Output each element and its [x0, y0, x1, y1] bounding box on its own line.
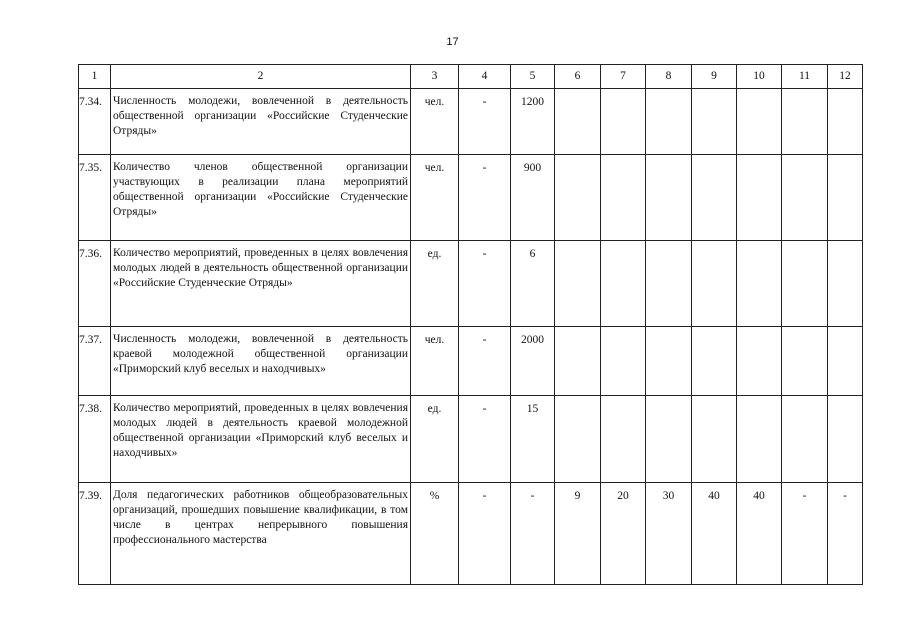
value-cell: - — [459, 396, 511, 483]
value-cell: 20 — [601, 483, 646, 585]
value-cell — [828, 396, 863, 483]
value-cell — [782, 89, 828, 155]
value-cell: 9 — [555, 483, 601, 585]
value-cell — [828, 89, 863, 155]
column-header: 6 — [555, 65, 601, 89]
table-row — [79, 483, 863, 585]
indicator-name: Численность молодежи, вовлеченной в деятельность краевой молодежной общественной организации «Приморский клуб веселых и находчивых» — [111, 327, 411, 396]
value-cell: 30 — [646, 483, 692, 585]
value-cell — [601, 396, 646, 483]
row-number: 7.38. — [79, 396, 111, 483]
value-cell — [782, 396, 828, 483]
column-header: 2 — [111, 65, 411, 89]
column-numbers-row — [79, 65, 863, 89]
value-cell: - — [459, 483, 511, 585]
value-cell — [782, 241, 828, 327]
table-row — [79, 396, 863, 483]
value-cell — [782, 327, 828, 396]
value-cell — [646, 396, 692, 483]
value-cell: 40 — [737, 483, 782, 585]
value-cell — [692, 241, 737, 327]
value-cell: 40 — [692, 483, 737, 585]
unit-cell: чел. — [411, 155, 459, 241]
value-cell: - — [459, 89, 511, 155]
value-cell — [646, 155, 692, 241]
value-cell — [601, 89, 646, 155]
value-cell: - — [782, 483, 828, 585]
indicator-name: Количество членов общественной организации участвующих в реализации плана мероприятий общественной организации «Российские Студенческие Отряды» — [111, 155, 411, 241]
value-cell: - — [459, 327, 511, 396]
value-cell: - — [511, 483, 555, 585]
column-header: 12 — [828, 65, 863, 89]
column-header: 4 — [459, 65, 511, 89]
value-cell — [828, 241, 863, 327]
row-number: 7.34. — [79, 89, 111, 155]
value-cell — [555, 396, 601, 483]
row-number: 7.35. — [79, 155, 111, 241]
value-cell — [828, 327, 863, 396]
column-header: 11 — [782, 65, 828, 89]
column-header: 9 — [692, 65, 737, 89]
table-row — [79, 241, 863, 327]
value-cell — [646, 241, 692, 327]
value-cell — [692, 396, 737, 483]
value-cell: 1200 — [511, 89, 555, 155]
column-header: 10 — [737, 65, 782, 89]
column-header: 3 — [411, 65, 459, 89]
column-header: 1 — [79, 65, 111, 89]
value-cell — [692, 155, 737, 241]
value-cell — [737, 89, 782, 155]
value-cell — [555, 327, 601, 396]
value-cell — [646, 89, 692, 155]
value-cell — [692, 327, 737, 396]
row-number: 7.39. — [79, 483, 111, 585]
column-header: 5 — [511, 65, 555, 89]
indicator-name: Количество мероприятий, проведенных в целях вовлечения молодых людей в деятельность общественной организации «Российские Студенческие Отряды» — [111, 241, 411, 327]
value-cell — [555, 155, 601, 241]
unit-cell: чел. — [411, 327, 459, 396]
indicator-name: Численность молодежи, вовлеченной в деятельность общественной организации «Российские Студенческие Отряды» — [111, 89, 411, 155]
value-cell — [828, 155, 863, 241]
table-row — [79, 89, 863, 155]
value-cell: - — [459, 241, 511, 327]
indicators-table — [78, 64, 863, 585]
value-cell — [737, 241, 782, 327]
value-cell: 6 — [511, 241, 555, 327]
unit-cell: ед. — [411, 241, 459, 327]
value-cell — [737, 396, 782, 483]
column-header: 7 — [601, 65, 646, 89]
value-cell: - — [828, 483, 863, 585]
value-cell: - — [459, 155, 511, 241]
value-cell — [601, 155, 646, 241]
indicator-name: Доля педагогических работников общеобразовательных организаций, прошедших повышение квалификации, в том числе в центрах непрерывного повышения профессионального мастерства — [111, 483, 411, 585]
value-cell — [555, 89, 601, 155]
value-cell: 15 — [511, 396, 555, 483]
unit-cell: ед. — [411, 396, 459, 483]
value-cell — [737, 155, 782, 241]
value-cell — [737, 327, 782, 396]
value-cell — [782, 155, 828, 241]
value-cell — [692, 89, 737, 155]
page-number: 17 — [446, 36, 459, 48]
value-cell: 2000 — [511, 327, 555, 396]
unit-cell: чел. — [411, 89, 459, 155]
value-cell — [601, 241, 646, 327]
value-cell: 900 — [511, 155, 555, 241]
row-number: 7.36. — [79, 241, 111, 327]
table-row — [79, 327, 863, 396]
indicator-name: Количество мероприятий, проведенных в целях вовлечения молодых людей в деятельность краевой молодежной общественной организации «Приморский клуб веселых и находчивых» — [111, 396, 411, 483]
value-cell — [555, 241, 601, 327]
value-cell — [601, 327, 646, 396]
value-cell — [646, 327, 692, 396]
unit-cell: % — [411, 483, 459, 585]
row-number: 7.37. — [79, 327, 111, 396]
table-row — [79, 155, 863, 241]
column-header: 8 — [646, 65, 692, 89]
